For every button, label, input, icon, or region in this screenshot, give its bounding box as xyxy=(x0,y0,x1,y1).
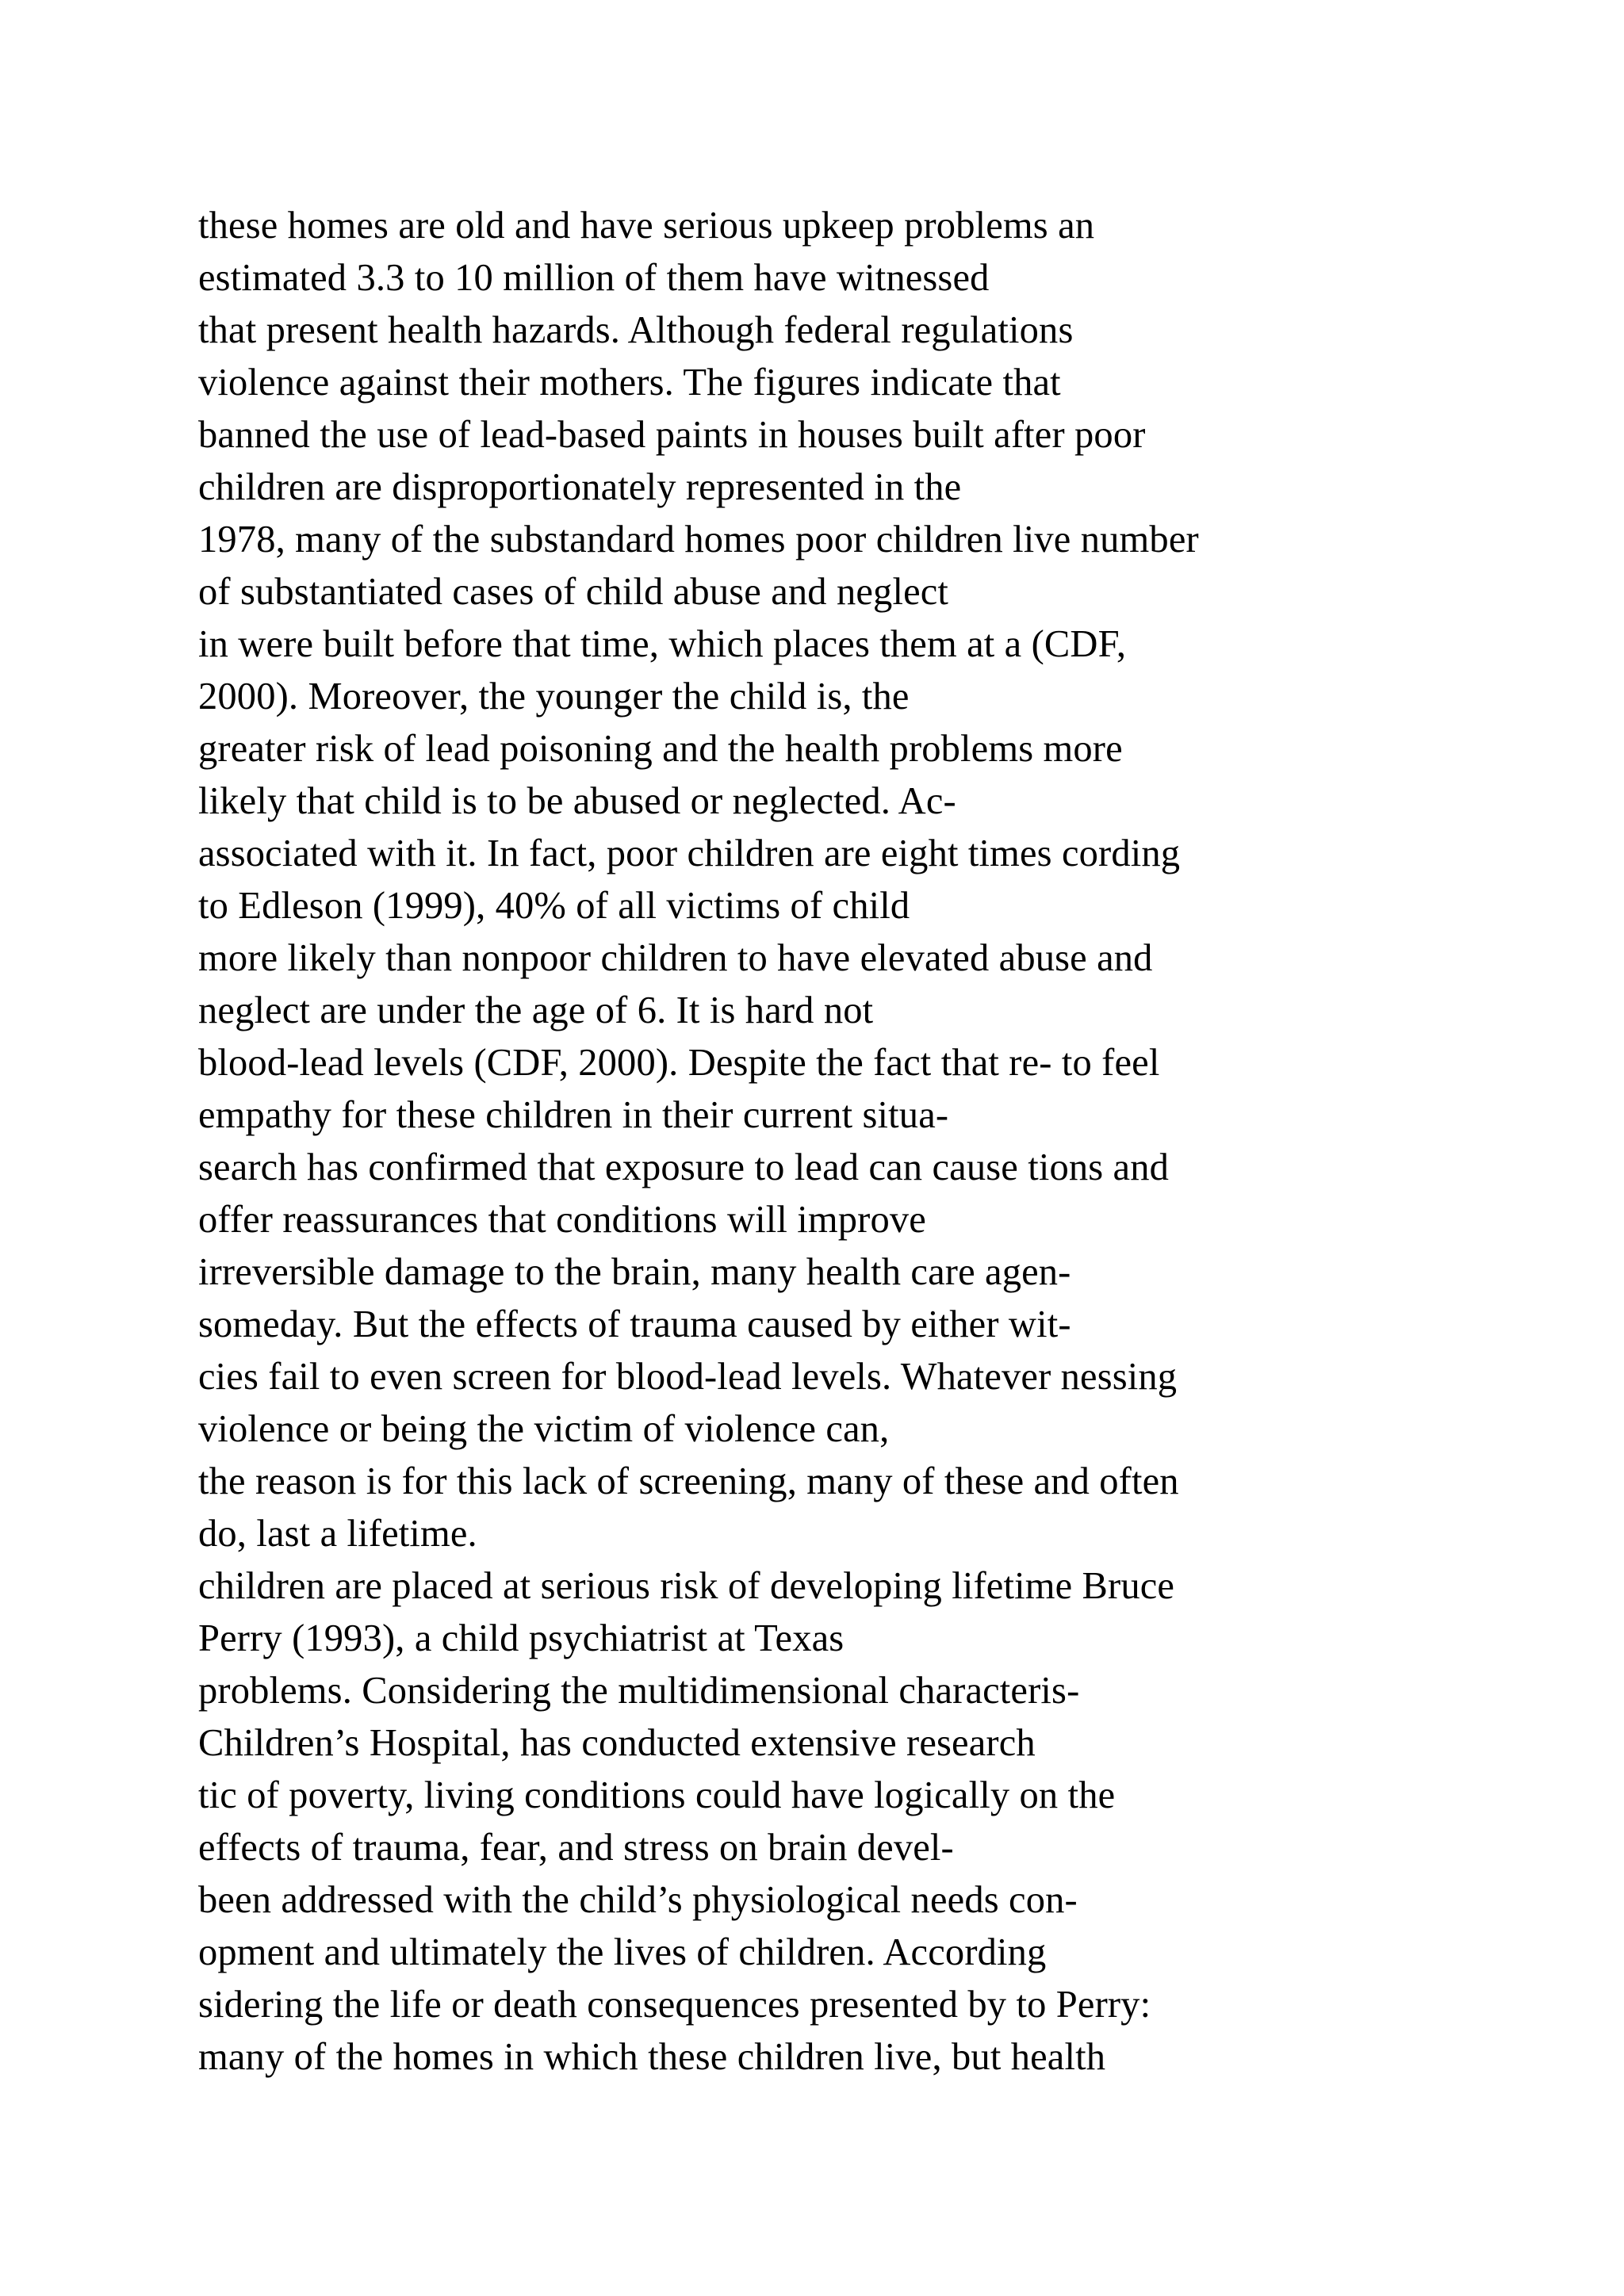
text-line: children are disproportionately represented in the xyxy=(198,466,962,508)
text-line: 1978, many of the substandard homes poor children live number xyxy=(198,519,1199,561)
text-line: of substantiated cases of child abuse and neglect xyxy=(198,571,949,613)
text-line: in were built before that time, which places them at a (CDF, xyxy=(198,623,1127,665)
text-line: that present health hazards. Although federal regulations xyxy=(198,309,1074,351)
text-line: children are placed at serious risk of developing lifetime Bruce xyxy=(198,1565,1175,1607)
text-line: effects of trauma, fear, and stress on brain devel- xyxy=(198,1827,954,1869)
text-line: offer reassurances that conditions will improve xyxy=(198,1199,926,1241)
text-line: Perry (1993), a child psychiatrist at Texas xyxy=(198,1617,845,1659)
text-line: irreversible damage to the brain, many health care agen- xyxy=(198,1251,1071,1293)
text-line: problems. Considering the multidimensional characteris- xyxy=(198,1670,1080,1712)
text-line: search has confirmed that exposure to lead can cause tions and xyxy=(198,1146,1170,1188)
text-line: violence or being the victim of violence can, xyxy=(198,1408,890,1450)
text-line: sidering the life or death consequences presented by to Perry: xyxy=(198,1984,1151,2026)
text-line: 2000). Moreover, the younger the child is, the xyxy=(198,675,910,718)
text-line: do, last a lifetime. xyxy=(198,1513,477,1555)
text-line: been addressed with the child’s physiological needs con- xyxy=(198,1879,1078,1921)
text-line: tic of poverty, living conditions could have logically on the xyxy=(198,1774,1116,1816)
text-line: someday. But the effects of trauma caused by either wit- xyxy=(198,1303,1071,1345)
text-line: cies fail to even screen for blood-lead levels. Whatever nessing xyxy=(198,1356,1178,1398)
text-line: more likely than nonpoor children to have elevated abuse and xyxy=(198,937,1153,979)
text-line: likely that child is to be abused or neglected. Ac- xyxy=(198,780,956,822)
text-line: greater risk of lead poisoning and the health problems more xyxy=(198,728,1123,770)
text-line: opment and ultimately the lives of children. According xyxy=(198,1931,1047,1973)
text-line: neglect are under the age of 6. It is hard not xyxy=(198,989,874,1031)
text-line: associated with it. In fact, poor children are eight times cording xyxy=(198,832,1181,874)
body-text xyxy=(198,200,1610,2084)
text-line: estimated 3.3 to 10 million of them have witnessed xyxy=(198,257,990,299)
text-line: violence against their mothers. The figures indicate that xyxy=(198,362,1061,404)
text-line: to Edleson (1999), 40% of all victims of child xyxy=(198,885,910,927)
text-line: these homes are old and have serious upkeep problems an xyxy=(198,205,1095,247)
text-line: Children’s Hospital, has conducted extensive research xyxy=(198,1722,1036,1764)
text-line: empathy for these children in their current situa- xyxy=(198,1094,949,1136)
text-line: the reason is for this lack of screening, many of these and often xyxy=(198,1460,1179,1502)
text-line: blood-lead levels (CDF, 2000). Despite the fact that re- to feel xyxy=(198,1042,1160,1084)
text-line: banned the use of lead-based paints in houses built after poor xyxy=(198,414,1146,456)
text-line: many of the homes in which these children live, but health xyxy=(198,2036,1106,2078)
